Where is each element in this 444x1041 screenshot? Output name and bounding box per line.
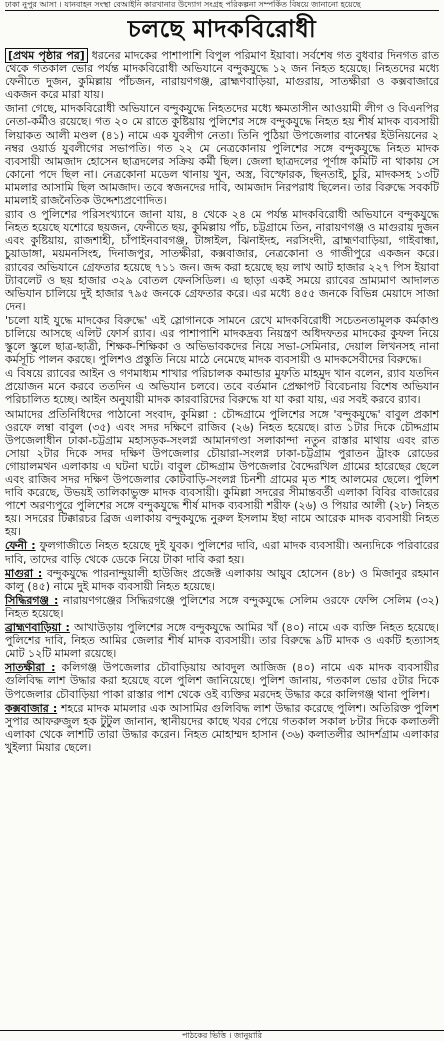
cropped-bottom-text: পাঠকের ভিত্তি । জানুয়ারি — [0, 1030, 444, 1041]
paragraph-text: নারায়ণগঞ্জের সিদ্ধিরগঞ্জে পুলিশের সঙ্গে বন্দুকযুদ্ধে সেলিম ওরফে ফেন্সি সেলিম (৩২) নিহত হয়েছে। — [5, 593, 439, 620]
location-label: ব্রাহ্মণবাড়িয়া : — [5, 621, 70, 635]
continuation-marker: [প্রথম পৃষ্ঠার পর] — [5, 48, 88, 63]
cropped-top-text: ঢাকা নুপুর আসা । যানবাহন সংস্থা বেআইনি কারখানার উদ্যোগ সংগ্রহ পরিকল্পনা সম্পর্কিত বিষয়ে জানানো হয়েছে — [5, 0, 361, 9]
paragraph-text: কলিগঞ্জ উপজেলার চৌবাড়িয়ায় আবদুল আজিজ (৪০) নামে এক মাদক ব্যবসায়ীর গুলিবিদ্ধ লাশ উদ্ধার করা হয়েছে বলে পুলিশ জানিয়েছে। পুলিশ জানায়, গতকাল ভোর ৫টার দিকে উপজেলার চৌবাড়িয়া পাকা রাস্তার পাশ থেকে ওই ব্যক্তির মরদেহ উদ্ধার করে কালিগঞ্জ থানা পুলিশ। — [5, 661, 440, 701]
paragraph-siddhirganj — [5, 594, 439, 620]
paragraph-4 — [5, 314, 439, 366]
paragraph-3 — [5, 208, 439, 313]
location-label: ফেনী : — [5, 539, 36, 553]
paragraph-1 — [5, 49, 439, 101]
paragraph-text: আখাউড়ায় পুলিশের সঙ্গে বন্দুকযুদ্ধে আমির খাঁ (৪০) নামে এক ব্যক্তি নিহত হয়েছে। পুলিশের দাবি, নিহত আমির জেলার শীর্ষ মাদক ব্যবসায়ী। তার বিরুদ্ধে ৯টি মাদক ও একটি হত্যাসহ মোট ১২টি মামলা রয়েছে। — [5, 621, 439, 661]
paragraph-feni — [5, 539, 439, 565]
article-body — [5, 49, 439, 754]
paragraph-coxsbazar — [5, 702, 439, 754]
paragraph-5 — [5, 367, 439, 406]
paragraph-text: আমাদের প্রতিনিধিদের পাঠানো সংবাদ, কুমিল্লা : চৌদ্দগ্রামে পুলিশের সঙ্গে 'বন্দুকযুদ্ধে' বাবুল প্রকাশ ওরফে লম্বা বাবুল (৩৫) এবং সদর দক্ষিণে রাজিব (২৬) নিহত হয়েছে। রাত ১টার দিকে চৌদ্দগ্রাম উপজেলাধীন ঢাকা-চট্টগ্রাম মহাসড়ক-সংলগ্ন আমানগণ্ডা সলাকান্দা নতুন রাস্তার মাথায় এবং রাত সোয়া ২টার দিকে সদর দক্ষিণ উপজেলার চৌয়ারা-সংলগ্ন ঢাকা-চট্টগ্রাম পুরাতন ট্রাংক রোডের গোয়ালমথন এলাকায় এ ঘটনা ঘটে। বাবুল চৌদ্দগ্রাম উপজেলার বৈদ্দেরখিল গ্রামের হারেছের ছেলে এবং রাজিব সদর দক্ষিণ উপজেলার কোটবাড়ি-সংলগ্ন চিনশী গ্রামের মৃত শাহ আলমের ছেলে। পুলিশ দাবি করেছে, উভয়ই তালিকাভুক্ত মাদক ব্যবসায়ী। কুমিল্লা সদরের সীমান্তবর্তী এলাকা বিবির বাজারের পাশে অরণ্যপুরে পুলিশের সঙ্গে বন্দুকযুদ্ধে শীর্ষ মাদক ব্যবসায়ী শরীফ (২৬) ও পিয়ার আলী (২৮) নিহত হয়। সদরের টিক্কারচর ব্রিজ এলাকায় বন্দুকযুদ্ধে নুরুল ইসলাম ইছা নামে আরেক মাদক ব্যবসায়ী নিহত হয়। — [5, 407, 439, 539]
paragraph-text: জানা গেছে, মাদকবিরোধী অভিযানে বন্দুকযুদ্ধে নিহতদের মধ্যে ক্ষমতাসীন আওয়ামী লীগ ও বিএনপির নেতা-কর্মীও রয়েছে। গত ২০ মে রাতে কুষ্টিয়ায় পুলিশের সঙ্গে বন্দুকযুদ্ধে নিহত হয় শীর্ষ মাদক ব্যবসায়ী লিয়াকত আলী মণ্ডল (৪১) নামে এক যুবলীগ নেতা। তিনি পুঠিয়া উপজেলার বানেশ্বর ইউনিয়নের ২ নম্বর ওয়ার্ড যুবলীগের সভাপতি। গত ২২ মে নেত্রকোনায় পুলিশের সঙ্গে বন্দুকযুদ্ধে নিহত মাদক ব্যবসায়ী আমজাদ হোসেন ছাত্রদলের সক্রিয় কর্মী ছিল। জেলা ছাত্রদলের পূর্ণাঙ্গ কমিটি না থাকায় সে কোনো পদে ছিল না। নেত্রকোনা মডেল থানায় খুন, অস্ত্র, বিস্ফোরক, ছিনতাই, চুরি, মাদকসহ ১৩টি মামলার আসামি ছিল আমজাদ। তবে স্বজনদের দাবি, আমজাদ নিরপরাধ ছিলেন। তার বিরুদ্ধে সবকটি মামলাই রাজনৈতিক উদ্দেশ্যপ্রণোদিত। — [5, 102, 439, 208]
top-rule — [5, 10, 439, 11]
paragraph-text: এ বিষয়ে র‍্যাবের আইন ও গণমাধ্যম শাখার পরিচালক কমান্ডার মুফতি মাহমুদ খান বলেন, র‍্যাব যতদিন প্রয়োজন মনে করবে ততদিন এ অভিযান চলবে। তবে বর্তমান প্রেক্ষাপট বিবেচনায় বিশেষ অভিযান পরিচালিত হচ্ছে। আইন অনুযায়ী মাদক কারবারিদের বিরুদ্ধে যা যা করা যায়, এর সবই করবে র‍্যাব। — [5, 367, 439, 407]
paragraph-6 — [5, 408, 439, 539]
paragraph-2 — [5, 102, 439, 207]
location-label: মাগুরা : — [5, 566, 43, 580]
paragraph-text: শহরে মাদক মামলার এক আসামির গুলিবিদ্ধ লাশ উদ্ধার করেছে পুলিশ। অতিরিক্ত পুলিশ সুপার আফরুজুল হক টুটুল জানান, স্থানীয়দের কাছে খবর পেয়ে গতকাল সকাল ৮টার দিকে কলাতলী এলাকা থেকে লাশটি তারা উদ্ধার করেন। নিহত মোহাম্মদ হাসান (৩৬) কলাতলীর আদর্শগ্রাম এলাকার খুইল্যা মিয়ার ছেলে। — [5, 701, 439, 754]
paragraph-text: র‍্যাব ও পুলিশের পরিসংখ্যানে জানা যায়, ৪ থেকে ২৪ মে পর্যন্ত মাদকবিরোধী অভিযানে বন্দুকযুদ্ধে নিহত হয়েছে যশোরে ছয়জন, ফেনীতে ছয়, কুমিল্লায় পাঁচ, চট্টগ্রামে তিন, নারায়ণগঞ্জ ও মাগুরায় দুজন এবং কুষ্টিয়ায়, রাজশাহী, চাঁপাইনবাবগঞ্জ, টাঙ্গাইল, ঝিনাইদহ, নরসিংদী, ব্রাহ্মণবাড়িয়া, গাইবান্ধা, চুয়াডাঙ্গা, ময়মনসিংহ, দিনাজপুর, সাতক্ষীরা, কক্সবাজার, নেত্রকোনা ও গাজীপুরে একজন করে। র‍্যাবের অভিযানে গ্রেফতার হয়েছে ৭১১ জন। জব্দ করা হয়েছে ছয় লাখ আট হাজার ২২৭ পিস ইয়াবা ট্যাবলেট ও ছয় হাজার ৩২৯ বোতল ফেনসিডিল। এ ছাড়া একই সময়ে র‍্যাবের ভ্রাম্যমাণ আদালত অভিযান চালিয়ে দুই হাজার ৭৯৫ জনকে গ্রেফতার করে। এর মধ্যে ৪৫৫ জনকে বিভিন্ন মেয়াদে সাজা দেন। — [5, 208, 439, 313]
paragraph-brahmanbaria — [5, 621, 439, 660]
paragraph-text: 'চলো যাই যুদ্ধে মাদকের বিরুদ্ধে' এই স্লোগানকে সামনে রেখে মাদকবিরোধী সচেতনতামূলক কর্মকাণ্ড চালিয়ে আসছে এলিট ফোর্স র‍্যাব। এর পাশাপাশি মাদকদ্রব্য নিয়ন্ত্রণ অধিদফতর মাদকের কুফল নিয়ে স্কুলে স্কুলে ছাত্র-ছাত্রী, শিক্ষক-শিক্ষিকা ও অভিভাবকদের নিয়ে সভা-সেমিনার, দেয়াল লিখনসহ নানা কর্মসূচি পালন করছে। পুলিশও প্রস্তুতি নিয়ে মাঠে নেমেছে মাদক ব্যবসায়ী ও মাদকসেবীদের বিরুদ্ধে। — [5, 313, 439, 367]
location-label: সাতক্ষীরা : — [5, 661, 56, 675]
paragraph-text: ধরনের মাদকের পাশাপাশি বিপুল পরিমাণ ইয়াবা। সর্বশেষ গত বুধবার দিনগত রাত থেকে গতকাল ভোর পর্যন্ত মাদকবিরোধী অভিযানে বন্দুকযুদ্ধে ১২ জন নিহত হয়েছে। নিহতদের মধ্যে ফেনীতে দুজন, কুমিল্লায় পাঁচজন, নারায়ণগঞ্জ, ব্রাহ্মণবাড়িয়া, মাগুরায়, সাতক্ষীরা ও কক্সবাজারে একজন করে মারা যায়। — [5, 49, 439, 102]
location-label: কক্সবাজার : — [5, 701, 58, 715]
headline: চলছে মাদকবিরোধী — [127, 15, 317, 43]
location-label: সিদ্ধিরগঞ্জ : — [5, 593, 59, 607]
paragraph-text: বন্দুকযুদ্ধে পারনান্দুয়ালী হাউজিং প্রজেক্ট এলাকায় আয়ুব হোসেন (৪৮) ও মিজানুর রহমান কালু (৪৫) নামে দুই মাদক ব্যবসায়ী নিহত হয়েছে। — [5, 566, 439, 593]
paragraph-magura — [5, 567, 439, 593]
paragraph-satkhira — [5, 661, 439, 700]
paragraph-text: ফুলগাজীতে নিহত হয়েছে দুই যুবক। পুলিশের দাবি, এরা মাদক ব্যবসায়ী। অন্যদিকে পরিবারের দাবি, তাদের বাড়ি থেকে ডেকে নিয়ে টাকা দাবি করা হয়। — [5, 539, 440, 566]
